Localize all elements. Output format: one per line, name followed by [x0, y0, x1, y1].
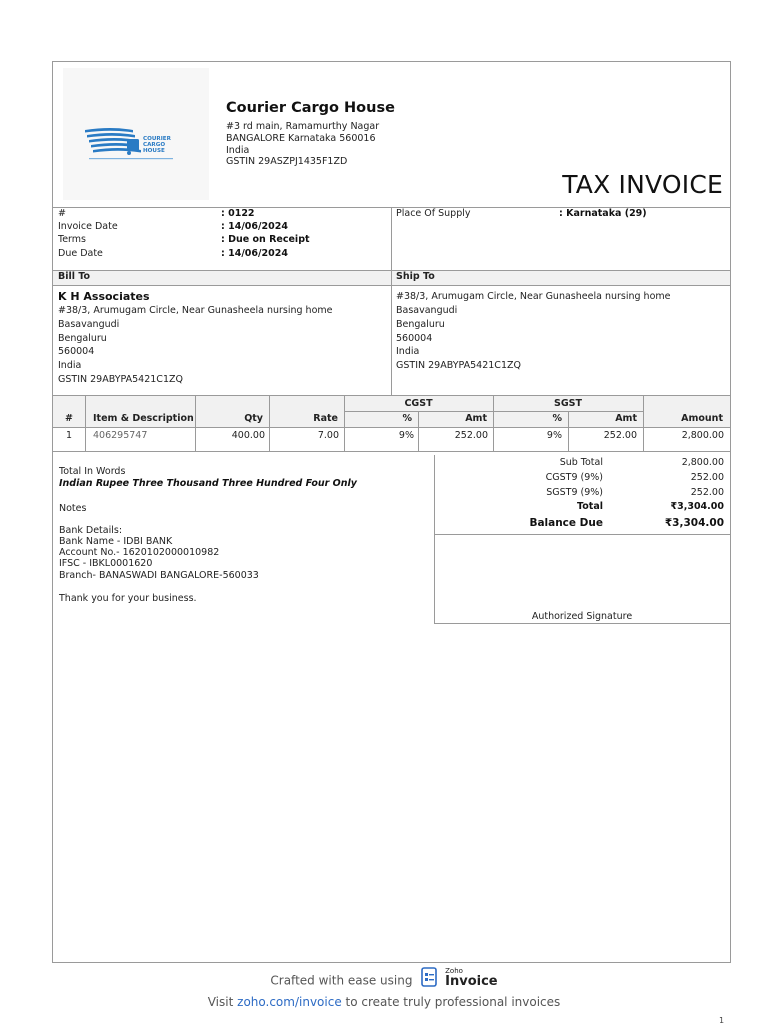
ship-to-line: India: [396, 346, 420, 357]
bill-to-line: India: [58, 360, 82, 371]
invoice-number-label: #: [58, 208, 66, 219]
col-header-sgst-amt: Amt: [615, 413, 637, 424]
bank-details-heading: Bank Details:: [59, 525, 123, 536]
sgst-total-value: 252.00: [690, 487, 724, 498]
ship-to-gstin: GSTIN 29ABYPA5421C1ZQ: [396, 360, 521, 371]
svg-text:COURIER: COURIER: [143, 136, 171, 142]
cargo-truck-logo-icon: [63, 68, 209, 200]
bill-to-gstin: GSTIN 29ABYPA5421C1ZQ: [58, 374, 183, 385]
footer-tail-text: to create truly professional invoices: [345, 995, 561, 1009]
bank-detail-line: Bank Name - IDBI BANK: [59, 536, 173, 547]
terms-label: Terms: [58, 234, 86, 245]
zoho-brand-small: Zoho: [445, 966, 463, 975]
company-address-line: #3 rd main, Ramamurthy Nagar: [226, 121, 380, 132]
balance-due-value: ₹3,304.00: [664, 517, 724, 529]
row-num: 1: [65, 430, 73, 441]
subtotal-label: Sub Total: [559, 457, 603, 468]
sgst-total-label: SGST9 (9%): [546, 487, 603, 498]
invoice-number-value: : 0122: [221, 208, 255, 219]
row-cgst-pct: 9%: [398, 430, 414, 441]
ship-to-line: Basavangudi: [396, 305, 458, 316]
due-date-value: : 14/06/2024: [221, 248, 288, 259]
total-in-words-label: Total In Words: [59, 466, 126, 477]
col-header-num: #: [65, 413, 73, 424]
page-number: 1: [719, 1016, 725, 1024]
row-qty: 400.00: [231, 430, 265, 441]
zoho-brand-big: Invoice: [445, 973, 498, 989]
cgst-total-label: CGST9 (9%): [545, 472, 603, 483]
notes-label: Notes: [59, 503, 87, 514]
row-item: 406295747: [93, 430, 148, 441]
authorized-signature-label: Authorized Signature: [531, 611, 633, 622]
row-sgst-amt: 252.00: [603, 430, 637, 441]
place-of-supply-value: : Karnataka (29): [559, 208, 647, 219]
row-cgst-amt: 252.00: [454, 430, 488, 441]
ship-to-line: Bengaluru: [396, 319, 445, 330]
cgst-total-value: 252.00: [690, 472, 724, 483]
zoho-invoice-link[interactable]: zoho.com/invoice: [237, 995, 342, 1009]
row-sgst-pct: 9%: [546, 430, 562, 441]
svg-text:CARGO: CARGO: [143, 142, 166, 148]
company-address-line: India: [226, 145, 250, 156]
col-header-sgst-pct: %: [552, 413, 562, 424]
due-date-label: Due Date: [58, 248, 103, 259]
col-header-cgst-amt: Amt: [465, 413, 487, 424]
bill-to-line: 560004: [58, 346, 95, 357]
col-header-item: Item & Description: [93, 413, 194, 424]
footer-crafted-text: Crafted with ease using: [270, 973, 413, 988]
ship-to-heading: Ship To: [396, 271, 435, 282]
company-name: Courier Cargo House: [226, 100, 395, 116]
row-amount: 2,800.00: [681, 430, 724, 441]
sgst-group-header: SGST: [554, 398, 582, 409]
place-of-supply-label: Place Of Supply: [396, 208, 471, 219]
total-value: ₹3,304.00: [670, 501, 724, 512]
terms-value: : Due on Receipt: [221, 234, 310, 245]
col-header-qty: Qty: [244, 413, 263, 424]
footer-visit: [0, 995, 768, 1009]
balance-due-label: Balance Due: [529, 517, 603, 529]
subtotal-value: 2,800.00: [681, 457, 724, 468]
bill-to-heading: Bill To: [58, 271, 91, 282]
col-header-cgst-pct: %: [402, 413, 412, 424]
bank-detail-line: Account No.- 1620102000010982: [59, 547, 220, 558]
bill-to-line: Bengaluru: [58, 333, 107, 344]
bank-detail-line: IFSC - IBKL0001620: [59, 558, 153, 569]
document-title: TAX INVOICE: [562, 170, 723, 199]
thank-you-note: Thank you for your business.: [59, 593, 197, 604]
col-header-amount: Amount: [681, 413, 723, 424]
company-address-line: BANGALORE Karnataka 560016: [226, 133, 376, 144]
zoho-invoice-icon: [419, 966, 441, 988]
bill-to-line: Basavangudi: [58, 319, 120, 330]
invoice-date-label: Invoice Date: [58, 221, 118, 232]
total-in-words-value: Indian Rupee Three Thousand Three Hundred Four Only: [59, 478, 357, 489]
invoice-date-value: : 14/06/2024: [221, 221, 288, 232]
company-gstin: GSTIN 29ASZPJ1435F1ZD: [226, 156, 348, 167]
row-rate: 7.00: [317, 430, 339, 441]
invoice-sheet: [52, 61, 731, 963]
col-header-rate: Rate: [313, 413, 338, 424]
ship-to-line: #38/3, Arumugam Circle, Near Gunasheela nursing home: [396, 291, 671, 302]
bank-detail-line: Branch- BANASWADI BANGALORE-560033: [59, 570, 259, 581]
zoho-invoice-logo[interactable]: [419, 966, 497, 988]
footer-visit-text: Visit: [207, 995, 234, 1009]
bill-to-line: #38/3, Arumugam Circle, Near Gunasheela nursing home: [58, 305, 333, 316]
svg-text:HOUSE: HOUSE: [143, 148, 165, 154]
bill-to-name: K H Associates: [58, 290, 150, 303]
footer-crafted: [0, 966, 768, 992]
total-label: Total: [577, 501, 603, 512]
ship-to-line: 560004: [396, 333, 433, 344]
cgst-group-header: CGST: [404, 398, 433, 409]
company-logo: [63, 68, 209, 200]
